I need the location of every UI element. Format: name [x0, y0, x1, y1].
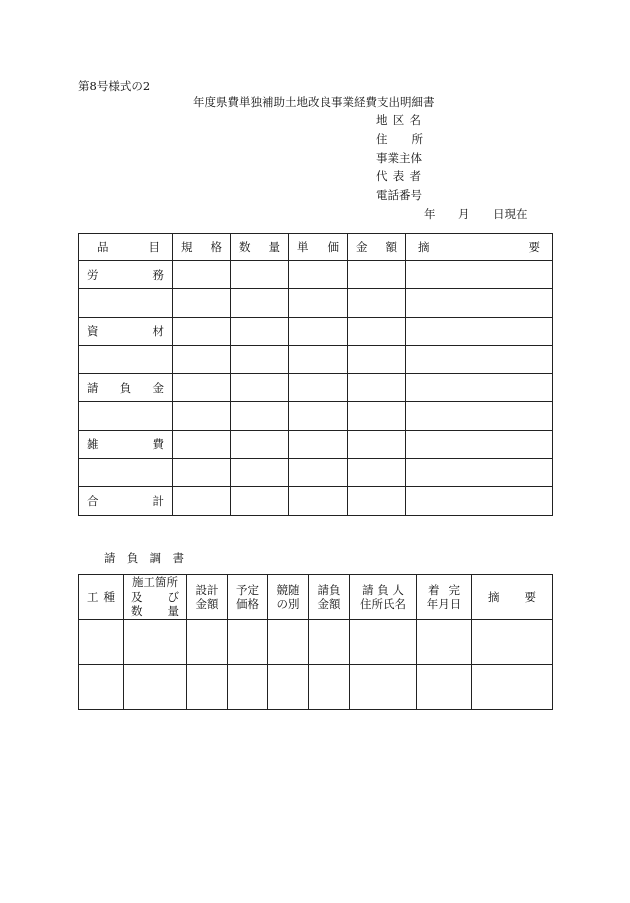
table-row — [79, 665, 553, 710]
table-cell[interactable] — [472, 665, 553, 710]
table-cell[interactable] — [406, 487, 553, 515]
table-cell[interactable] — [231, 487, 289, 515]
table-cell[interactable] — [309, 665, 350, 710]
table-cell[interactable] — [289, 402, 348, 430]
table-cell[interactable] — [231, 261, 289, 289]
table-row — [79, 317, 553, 345]
table-cell[interactable] — [406, 261, 553, 289]
expense-table — [78, 233, 553, 516]
table-cell[interactable] — [406, 430, 553, 458]
table-cell[interactable] — [187, 620, 228, 665]
table-cell[interactable] — [289, 317, 348, 345]
table-row — [79, 374, 553, 402]
expense-header-row — [79, 234, 553, 261]
table-cell[interactable] — [228, 665, 268, 710]
table-cell[interactable] — [268, 665, 309, 710]
header-spec: 規 格 — [173, 234, 231, 261]
category-materials: 資 材 — [79, 317, 173, 345]
table-cell[interactable] — [406, 374, 553, 402]
table-cell[interactable] — [348, 289, 406, 317]
table-cell[interactable] — [173, 430, 231, 458]
header-planned-price: 予定 価格 — [228, 575, 268, 620]
table-cell[interactable] — [173, 289, 231, 317]
table-cell[interactable] — [348, 459, 406, 487]
table-cell[interactable] — [417, 665, 472, 710]
table-cell[interactable] — [187, 665, 228, 710]
table-row — [79, 459, 553, 487]
table-cell[interactable] — [406, 459, 553, 487]
table-cell[interactable] — [173, 402, 231, 430]
table-cell[interactable] — [348, 430, 406, 458]
table-cell[interactable] — [231, 430, 289, 458]
date-month: 月 — [458, 207, 470, 221]
table-cell[interactable] — [231, 345, 289, 373]
table-cell[interactable] — [228, 620, 268, 665]
table-cell[interactable] — [79, 402, 173, 430]
table-cell[interactable] — [79, 665, 124, 710]
contract-section-title: 請 負 調 書 — [104, 551, 184, 565]
table-row — [79, 487, 553, 515]
table-cell[interactable] — [348, 374, 406, 402]
table-cell[interactable] — [309, 620, 350, 665]
header-location: 施工箇所 及 び 数 量 — [124, 575, 187, 620]
address-label: 住 所 — [376, 132, 423, 146]
table-cell[interactable] — [173, 261, 231, 289]
header-bid-type: 競随 の別 — [268, 575, 309, 620]
table-cell[interactable] — [79, 345, 173, 373]
table-cell[interactable] — [472, 620, 553, 665]
table-cell[interactable] — [79, 289, 173, 317]
header-quantity: 数 量 — [231, 234, 289, 261]
category-contract-fee: 請 負 金 — [79, 374, 173, 402]
table-row — [79, 261, 553, 289]
date-current: 日現在 — [493, 207, 528, 221]
table-cell[interactable] — [289, 459, 348, 487]
table-row — [79, 345, 553, 373]
page-title: 年度県費単独補助土地改良事業経費支出明細書 — [193, 95, 435, 109]
table-cell[interactable] — [289, 345, 348, 373]
table-row — [79, 289, 553, 317]
table-cell[interactable] — [348, 402, 406, 430]
table-cell[interactable] — [173, 345, 231, 373]
table-cell[interactable] — [231, 374, 289, 402]
table-cell[interactable] — [231, 402, 289, 430]
table-cell[interactable] — [173, 374, 231, 402]
table-cell[interactable] — [231, 459, 289, 487]
header-remarks: 摘 要 — [406, 234, 553, 261]
contract-header-row — [79, 575, 553, 620]
table-cell[interactable] — [173, 459, 231, 487]
table-cell[interactable] — [79, 620, 124, 665]
table-cell[interactable] — [231, 317, 289, 345]
table-cell[interactable] — [289, 289, 348, 317]
table-cell[interactable] — [350, 665, 417, 710]
date-year: 年 — [424, 207, 436, 221]
representative-label: 代 表 者 — [376, 169, 421, 183]
header-amount: 金 額 — [348, 234, 406, 261]
table-row — [79, 402, 553, 430]
entity-label: 事業主体 — [376, 151, 422, 165]
table-cell[interactable] — [124, 620, 187, 665]
table-cell[interactable] — [268, 620, 309, 665]
header-dates: 着 完 年月日 — [417, 575, 472, 620]
table-cell[interactable] — [124, 665, 187, 710]
phone-label: 電話番号 — [376, 188, 422, 202]
header-item: 品 目 — [79, 234, 173, 261]
table-cell[interactable] — [406, 402, 553, 430]
district-label: 地 区 名 — [376, 113, 421, 127]
table-cell[interactable] — [173, 487, 231, 515]
table-cell[interactable] — [406, 317, 553, 345]
table-cell[interactable] — [231, 289, 289, 317]
table-cell[interactable] — [350, 620, 417, 665]
table-cell[interactable] — [289, 261, 348, 289]
form-number: 第8号様式の2 — [78, 79, 151, 93]
table-cell[interactable] — [417, 620, 472, 665]
header-remarks: 摘 要 — [472, 575, 553, 620]
category-misc: 雑 費 — [79, 430, 173, 458]
table-cell[interactable] — [348, 261, 406, 289]
table-cell[interactable] — [348, 317, 406, 345]
header-design-amount: 設計 金額 — [187, 575, 228, 620]
table-row — [79, 430, 553, 458]
table-cell[interactable] — [173, 317, 231, 345]
header-contract-amount: 請負 金額 — [309, 575, 350, 620]
table-row — [79, 620, 553, 665]
table-cell[interactable] — [289, 430, 348, 458]
table-cell[interactable] — [79, 459, 173, 487]
category-total: 合 計 — [79, 487, 173, 515]
category-labor: 労 務 — [79, 261, 173, 289]
header-contractor: 請 負 人 住所氏名 — [350, 575, 417, 620]
table-cell[interactable] — [289, 487, 348, 515]
contract-table — [78, 574, 553, 710]
table-cell[interactable] — [289, 374, 348, 402]
table-cell[interactable] — [406, 289, 553, 317]
table-cell[interactable] — [348, 345, 406, 373]
table-cell[interactable] — [406, 345, 553, 373]
header-work-type: 工 種 — [79, 575, 124, 620]
table-cell[interactable] — [348, 487, 406, 515]
header-unit-price: 単 価 — [289, 234, 348, 261]
